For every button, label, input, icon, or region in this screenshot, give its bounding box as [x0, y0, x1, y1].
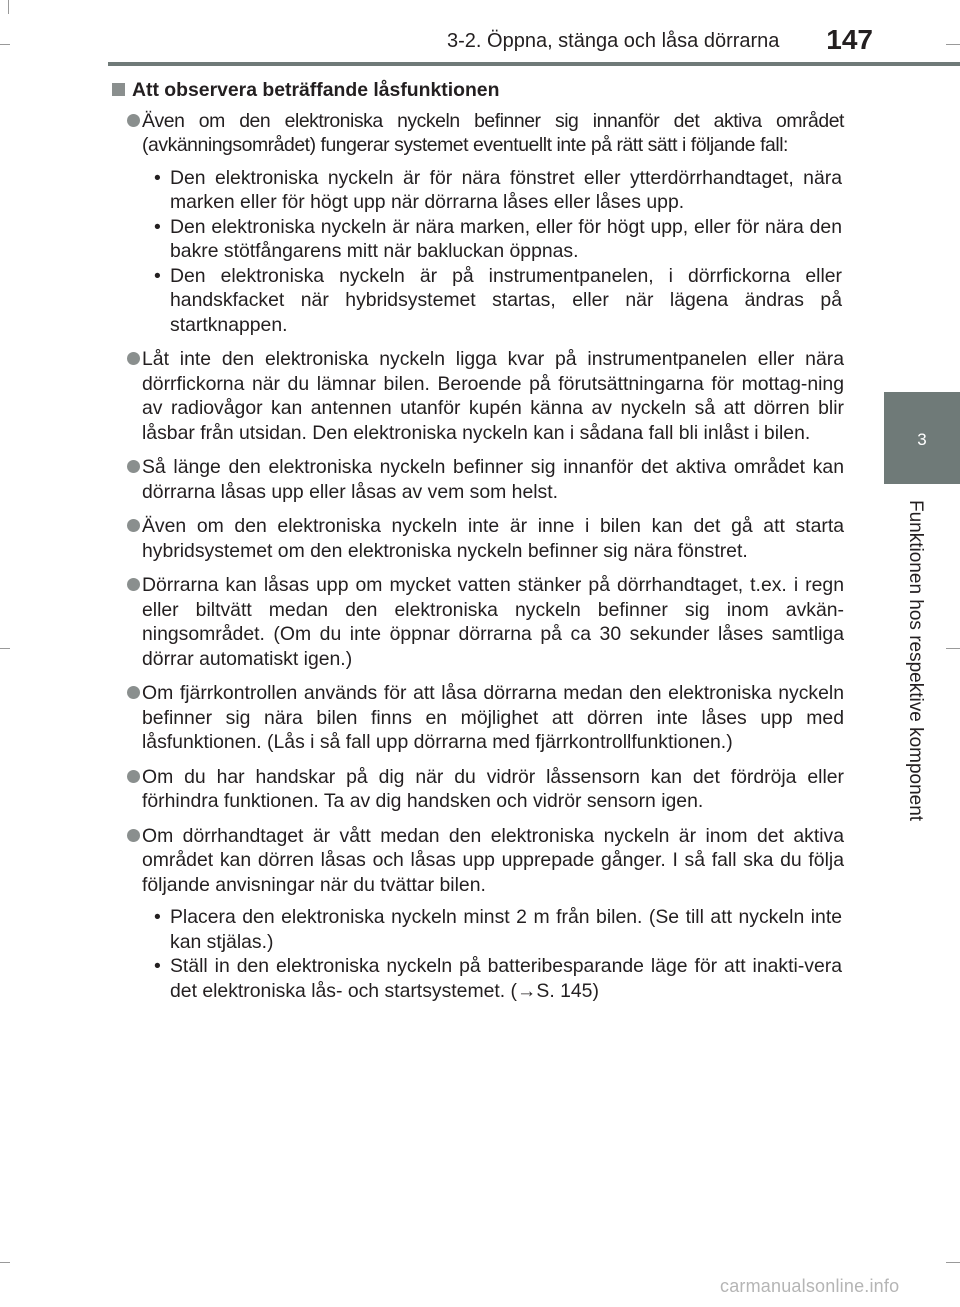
sub-item-text: Den elektroniska nyckeln är för nära fönstret eller ytterdörrhandtaget, nära marken eller för högt upp när dörrarna låses eller låses upp. [170, 166, 842, 213]
list-item [112, 573, 844, 671]
bullet-icon: • [154, 906, 161, 928]
page-content [112, 78, 844, 1013]
sub-list-item [142, 166, 844, 215]
crop-mark [0, 44, 10, 45]
sub-list-item [142, 954, 844, 1003]
list-item [112, 824, 844, 1004]
list-item [112, 765, 844, 814]
list-item [112, 455, 844, 504]
item-text: Om dörrhandtaget är vått medan den elektroniska nyckeln är inom det aktiva området kan dörren låsas och låsas upp upprepade gånger. I så fall ska du följa följande anvisningar när du tvättar bilen. [142, 824, 844, 896]
item-text: Så länge den elektroniska nyckeln befinner sig innanför det aktiva området kan dörrarna låsas upp eller låsas av vem som helst. [142, 456, 844, 503]
item-text: Även om den elektroniska nyckeln inte är inne i bilen kan det gå att starta hybridsystemet om den elektroniska nyckeln befinner sig nära fönstret. [142, 515, 844, 562]
item-text: Låt inte den elektroniska nyckeln ligga kvar på instrumentpanelen eller nära dörrfickorna när du lämnar bilen. Beroende på förutsättningarna för mottag-ning av radiovågor kan antennen utanför kupén känna av nyckeln så att dörren blir låsbar från utsidan. Den elektroniska nyckeln kan i sådana fall bli inlåst i bilen. [142, 348, 844, 444]
heading-text: Att observera beträffande låsfunktionen [132, 79, 500, 101]
round-bullet-icon [127, 460, 140, 473]
sub-list [142, 905, 844, 1003]
header-section-title: 3-2. Öppna, stänga och låsa dörrarna [447, 30, 780, 52]
chapter-title: Funktionen hos respektive komponent [905, 500, 926, 822]
bullet-icon: • [154, 955, 161, 977]
round-bullet-icon [127, 352, 140, 365]
item-text: Även om den elektroniska nyckeln befinner sig innanför det aktiva området (avkänningsområdet) fungerar systemet eventuellt inte på rätt sätt i följande fall: [142, 109, 844, 156]
list-item [112, 514, 844, 563]
bullet-icon: • [154, 215, 161, 238]
item-text: Om fjärrkontrollen används för att låsa dörrarna medan den elektroniska nyckeln befinner sig nära bilen finns en möjlighet att dörren inte låses upp med låsfunktionen. (Lås i så fall upp dörrarna med fjärrkontrollfunktionen.) [142, 682, 844, 753]
chapter-title-vertical [894, 500, 934, 840]
sub-item-text: Placera den elektroniska nyckeln minst 2 m från bilen. (Se till att nyckeln inte kan stjälas.) [170, 906, 842, 953]
list-item [112, 681, 844, 755]
round-bullet-icon [127, 686, 140, 699]
round-bullet-icon [127, 770, 140, 783]
round-bullet-icon [127, 519, 140, 532]
bullet-icon: • [154, 166, 161, 189]
round-bullet-icon [127, 829, 140, 842]
page-number: 147 [826, 24, 873, 55]
sub-item-text: Ställ in den elektroniska nyckeln på batteribesparande läge för att inakti-vera det elektroniska lås- och startsystemet. (→S. 145) [170, 955, 842, 1002]
sub-list-item [142, 264, 844, 338]
crop-mark [8, 0, 9, 14]
header-rule [108, 62, 960, 66]
sub-item-text: Den elektroniska nyckeln är nära marken, eller för högt upp, eller för nära den bakre stötfångarens mitt när bakluckan öppnas. [170, 215, 842, 262]
sub-list-item [142, 215, 844, 264]
sub-list-item [142, 905, 844, 954]
list-item [112, 109, 844, 338]
chapter-number: 3 [917, 430, 927, 449]
round-bullet-icon [127, 114, 140, 127]
chapter-tab [884, 392, 960, 484]
bullet-icon: • [154, 264, 161, 287]
crop-mark [946, 44, 960, 45]
section-heading [112, 78, 844, 103]
footer-watermark: carmanualsonline.info [720, 1276, 900, 1296]
item-text: Om du har handskar på dig när du vidrör låssensorn kan det fördröja eller förhindra funktionen. Ta av dig handsken och vidrör sensorn igen. [142, 765, 844, 812]
round-bullet-icon [127, 578, 140, 591]
item-text: Dörrarna kan låsas upp om mycket vatten stänker på dörrhandtaget, t.ex. i regn eller biltvätt medan den elektroniska nyckeln befinner sig inom avkän-ningsområdet. (Om du inte öppnar dörrarna på ca 30 sekunder låses samtliga dörrar automatiskt igen.) [142, 574, 844, 670]
sub-item-text: Den elektroniska nyckeln är på instrumentpanelen, i dörrfickorna eller handskfacket när hybridsystemet startas, eller när lägena ändras på startknappen. [170, 264, 842, 336]
sub-list [142, 166, 844, 338]
square-bullet-icon [112, 83, 125, 96]
crop-mark [0, 648, 10, 649]
crop-mark [946, 648, 960, 649]
crop-mark [946, 1262, 960, 1263]
list-item [112, 347, 844, 445]
crop-mark [0, 1262, 10, 1263]
